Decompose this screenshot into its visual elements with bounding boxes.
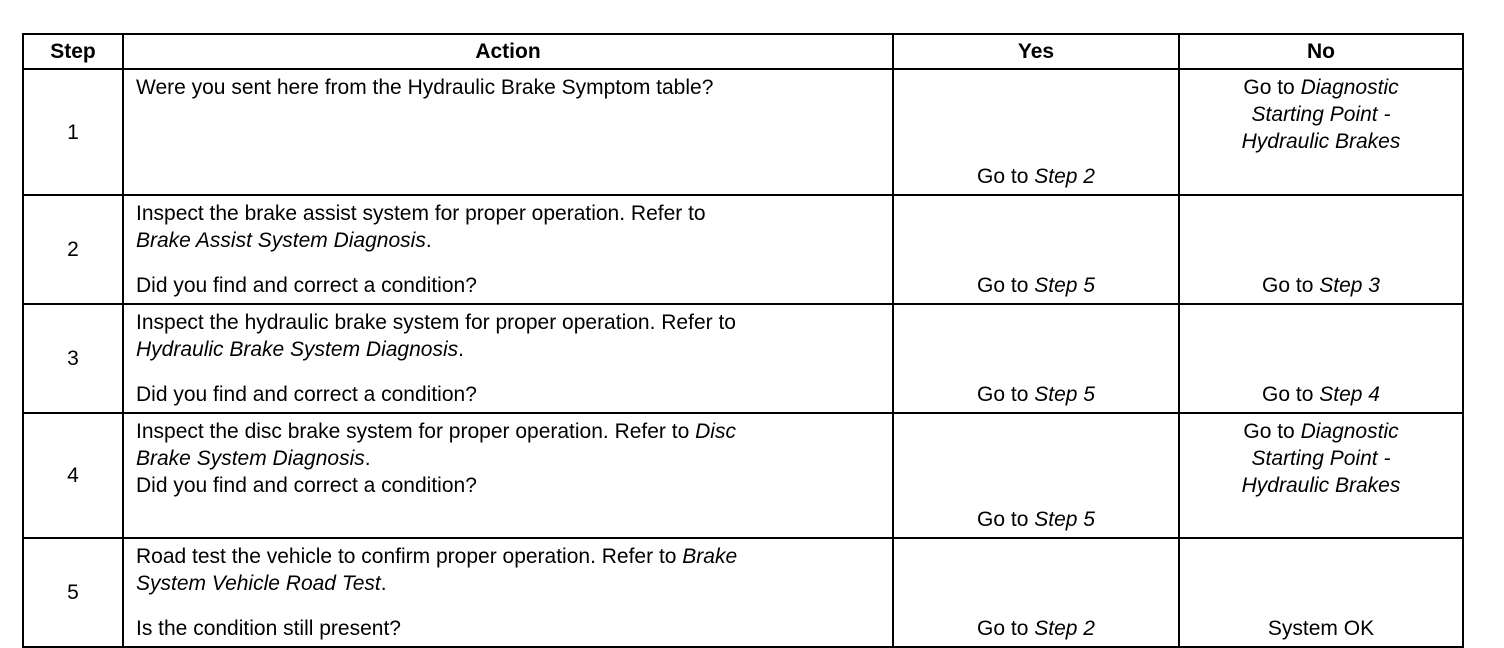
yes-goto bbox=[894, 506, 1178, 533]
period: . bbox=[458, 338, 464, 361]
yes-goto bbox=[894, 381, 1178, 408]
header-yes: Yes bbox=[893, 34, 1179, 69]
action-text: Inspect the brake assist system for proper operation. Refer to bbox=[136, 202, 706, 225]
header-no: No bbox=[1179, 34, 1463, 69]
step-number: 1 bbox=[23, 69, 123, 195]
action-text: Inspect the hydraulic brake system for proper operation. Refer to bbox=[136, 311, 736, 334]
no-cell bbox=[1179, 195, 1463, 304]
no-goto bbox=[1180, 272, 1462, 299]
action-text: Road test the vehicle to confirm proper operation. Refer to bbox=[136, 545, 677, 568]
step-link: Step 2 bbox=[1034, 617, 1095, 640]
period: . bbox=[425, 229, 432, 252]
ref-link: Brake bbox=[682, 545, 738, 568]
ref-link: Brake Assist System Diagnosis bbox=[136, 229, 426, 252]
action-text: Were you sent here from the Hydraulic Brake Symptom table? bbox=[136, 76, 714, 99]
action-cell bbox=[123, 538, 893, 647]
step-link: Step 2 bbox=[1034, 165, 1095, 188]
step-number: 3 bbox=[23, 304, 123, 413]
goto-prefix: Go to bbox=[977, 165, 1035, 188]
ref-link: Hydraulic Brakes bbox=[1241, 130, 1401, 153]
action-text: Inspect the disc brake system for proper operation. Refer to bbox=[136, 420, 690, 443]
no-cell bbox=[1179, 69, 1463, 195]
question-text: Did you find and correct a condition? bbox=[136, 274, 477, 297]
no-cell bbox=[1179, 538, 1463, 647]
yes-cell bbox=[893, 304, 1179, 413]
step-number: 5 bbox=[23, 538, 123, 647]
header-action: Action bbox=[123, 34, 893, 69]
ref-link: Disc bbox=[695, 420, 736, 443]
ref-link: Brake System Diagnosis bbox=[136, 447, 365, 470]
table-row bbox=[23, 195, 1463, 304]
goto-prefix: Go to bbox=[977, 383, 1035, 406]
action-cell bbox=[123, 413, 893, 538]
question-text: Did you find and correct a condition? bbox=[136, 383, 477, 406]
goto-prefix: Go to bbox=[977, 617, 1035, 640]
yes-goto bbox=[894, 615, 1178, 642]
goto-prefix: Go to bbox=[977, 274, 1035, 297]
no-cell bbox=[1179, 304, 1463, 413]
ref-link: Hydraulic Brake System Diagnosis bbox=[136, 338, 459, 361]
step-link: Step 3 bbox=[1319, 274, 1380, 297]
ref-link: Hydraulic Brakes bbox=[1241, 474, 1401, 497]
step-link: Step 5 bbox=[1034, 274, 1095, 297]
action-cell bbox=[123, 69, 893, 195]
no-goto bbox=[1180, 381, 1462, 408]
period: . bbox=[380, 572, 387, 595]
step-link: Step 4 bbox=[1319, 383, 1380, 406]
no-goto bbox=[1180, 414, 1462, 499]
goto-prefix: Go to bbox=[1243, 420, 1301, 443]
goto-prefix: Go to bbox=[1262, 274, 1320, 297]
header-row bbox=[23, 34, 1463, 69]
yes-cell bbox=[893, 413, 1179, 538]
question-text: Did you find and correct a condition? bbox=[136, 474, 477, 497]
ref-link: System Vehicle Road Test bbox=[136, 572, 381, 595]
ref-link: Diagnostic bbox=[1300, 76, 1399, 99]
ref-link: Diagnostic bbox=[1300, 420, 1399, 443]
table-row bbox=[23, 413, 1463, 538]
question-text: Is the condition still present? bbox=[136, 617, 401, 640]
ref-link: Starting Point - bbox=[1251, 103, 1391, 126]
no-cell bbox=[1179, 413, 1463, 538]
period: . bbox=[364, 447, 371, 470]
goto-prefix: Go to bbox=[977, 508, 1035, 531]
ref-link: Starting Point - bbox=[1251, 447, 1391, 470]
yes-cell bbox=[893, 538, 1179, 647]
table-row bbox=[23, 304, 1463, 413]
yes-cell bbox=[893, 195, 1179, 304]
action-cell bbox=[123, 195, 893, 304]
table-row bbox=[23, 69, 1463, 195]
yes-goto bbox=[894, 272, 1178, 299]
header-step: Step bbox=[23, 34, 123, 69]
step-number: 2 bbox=[23, 195, 123, 304]
goto-prefix: Go to bbox=[1243, 76, 1301, 99]
step-number: 4 bbox=[23, 413, 123, 538]
yes-goto bbox=[894, 163, 1178, 190]
no-result: System OK bbox=[1267, 617, 1375, 640]
step-link: Step 5 bbox=[1034, 383, 1095, 406]
goto-prefix: Go to bbox=[1262, 383, 1320, 406]
diagnostic-table bbox=[22, 33, 1464, 648]
table-row bbox=[23, 538, 1463, 647]
no-goto bbox=[1180, 70, 1462, 155]
yes-cell bbox=[893, 69, 1179, 195]
action-cell bbox=[123, 304, 893, 413]
step-link: Step 5 bbox=[1034, 508, 1095, 531]
